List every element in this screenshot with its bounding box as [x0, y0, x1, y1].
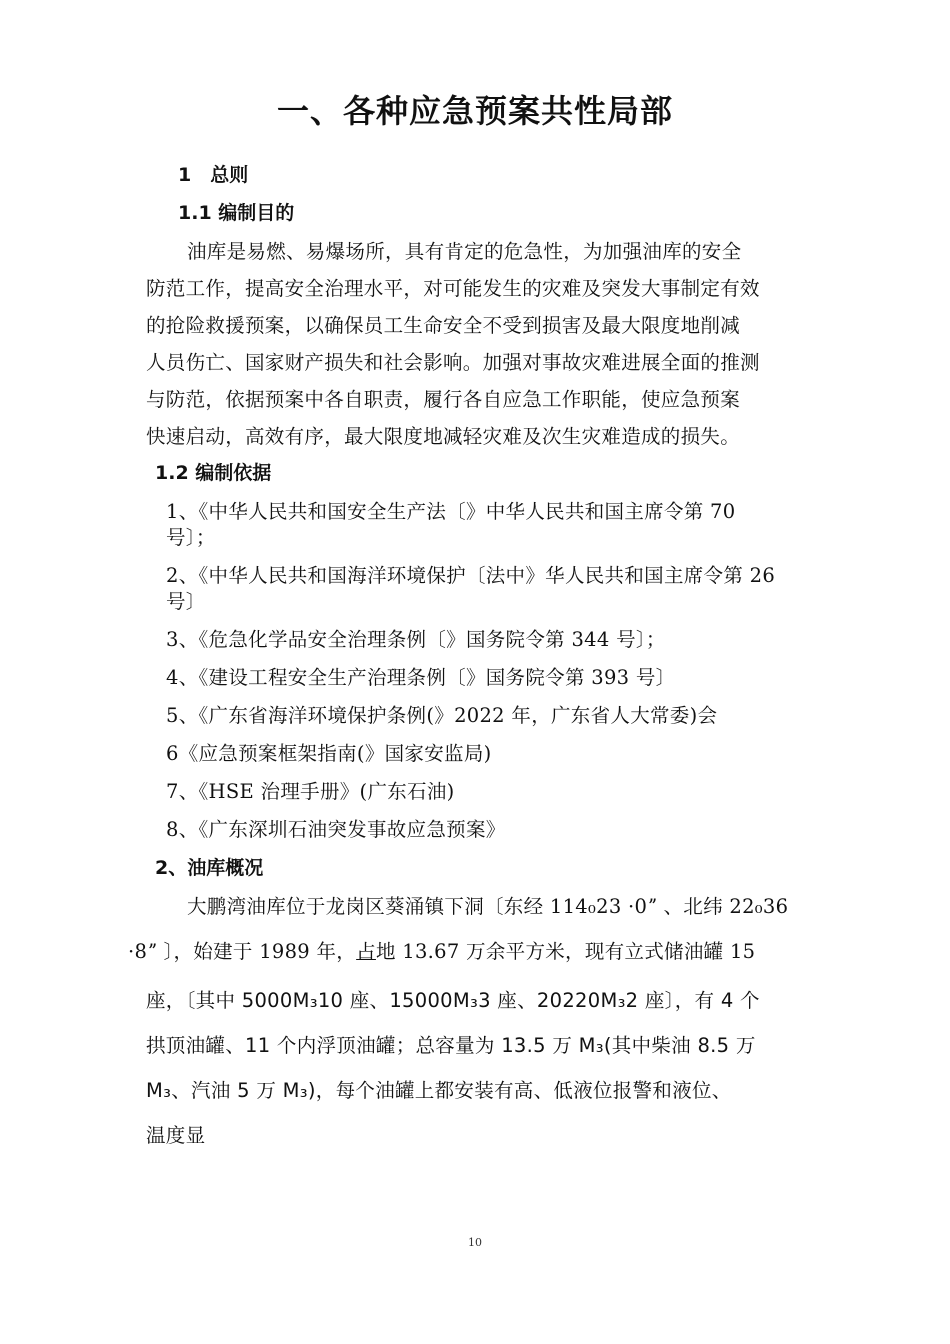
- overview-line-2-underlined: 占: [356, 940, 376, 963]
- page-number: 10: [468, 1236, 482, 1249]
- basis-item-1-line-1: 1、《中华人民共和国安全生产法〔》中华人民共和国主席令第 70: [166, 500, 736, 523]
- overview-line-3: 座，〔其中 5000M₃10 座、15000M₃3 座、20220M₃2 座〕，有 4 个: [146, 989, 760, 1012]
- purpose-line-2: 防范工作，提高安全治理水平，对可能发生的灾难及突发大事制定有效: [146, 277, 760, 300]
- basis-item-4: 4、《建设工程安全生产治理条例〔》国务院令第 393 号〕: [166, 666, 676, 689]
- basis-item-1-line-2: 号〕；: [166, 526, 216, 549]
- section-1-2-heading: 1.2 编制依据: [155, 462, 272, 484]
- purpose-line-5: 与防范，依据预案中各自职责，履行各自应急工作职能，使应急预案: [146, 388, 741, 411]
- basis-item-2-line-1: 2、《中华人民共和国海洋环境保护〔法中》华人民共和国主席令第 26: [166, 564, 776, 587]
- purpose-line-6: 快速启动，高效有序，最大限度地减轻灾难及次生灾难造成的损失。: [146, 425, 741, 448]
- page-title: 一、各种应急预案共性局部: [276, 92, 673, 130]
- overview-line-1: 大鹏湾油库位于龙岗区葵涌镇下洞〔东经 114₀23 ·0ˮ 、北纬 22₀36: [187, 895, 789, 918]
- purpose-line-3: 的抢险救援预案，以确保员工生命安全不受到损害及最大限度地削减: [146, 314, 741, 337]
- basis-item-2-line-2: 号〕: [166, 590, 206, 613]
- overview-line-5: M₃、汽油 5 万 M₃)，每个油罐上都安装有高、低液位报警和液位、: [146, 1079, 732, 1102]
- section-1-heading: 1 总则: [178, 164, 249, 186]
- purpose-line-4: 人员伤亡、国家财产损失和社会影响。加强对事故灾难进展全面的推测: [146, 351, 760, 374]
- basis-item-3: 3、《危急化学品安全治理条例〔》国务院令第 344 号〕；: [166, 628, 666, 651]
- overview-line-2: [128, 936, 755, 964]
- section-2-heading: 2、油库概况: [155, 857, 264, 879]
- overview-line-4: 拱顶油罐、11 个内浮顶油罐；总容量为 13.5 万 M₃(其中柴油 8.5 万: [146, 1034, 756, 1057]
- overview-line-2-part-c: 地 13.67 万余平方米，现有立式储油罐 15: [375, 940, 756, 963]
- overview-line-6: 温度显: [146, 1124, 206, 1147]
- purpose-line-1: 油库是易燃、易爆场所，具有肯定的危急性，为加强油库的安全: [187, 240, 742, 263]
- basis-item-7: 7、《HSE 治理手册》(广东石油): [166, 780, 455, 803]
- basis-item-8: 8、《广东深圳石油突发事故应急预案》: [166, 818, 506, 841]
- basis-item-5: 5、《广东省海洋环境保护条例(》2022 年，广东省人大常委)会: [166, 704, 718, 727]
- overview-line-2-part-a: ·8ˮ 〕，始建于 1989 年，: [128, 940, 357, 963]
- basis-item-6: 6《应急预案框架指南(》国家安监局): [166, 742, 492, 765]
- section-1-1-heading: 1.1 编制目的: [178, 202, 295, 224]
